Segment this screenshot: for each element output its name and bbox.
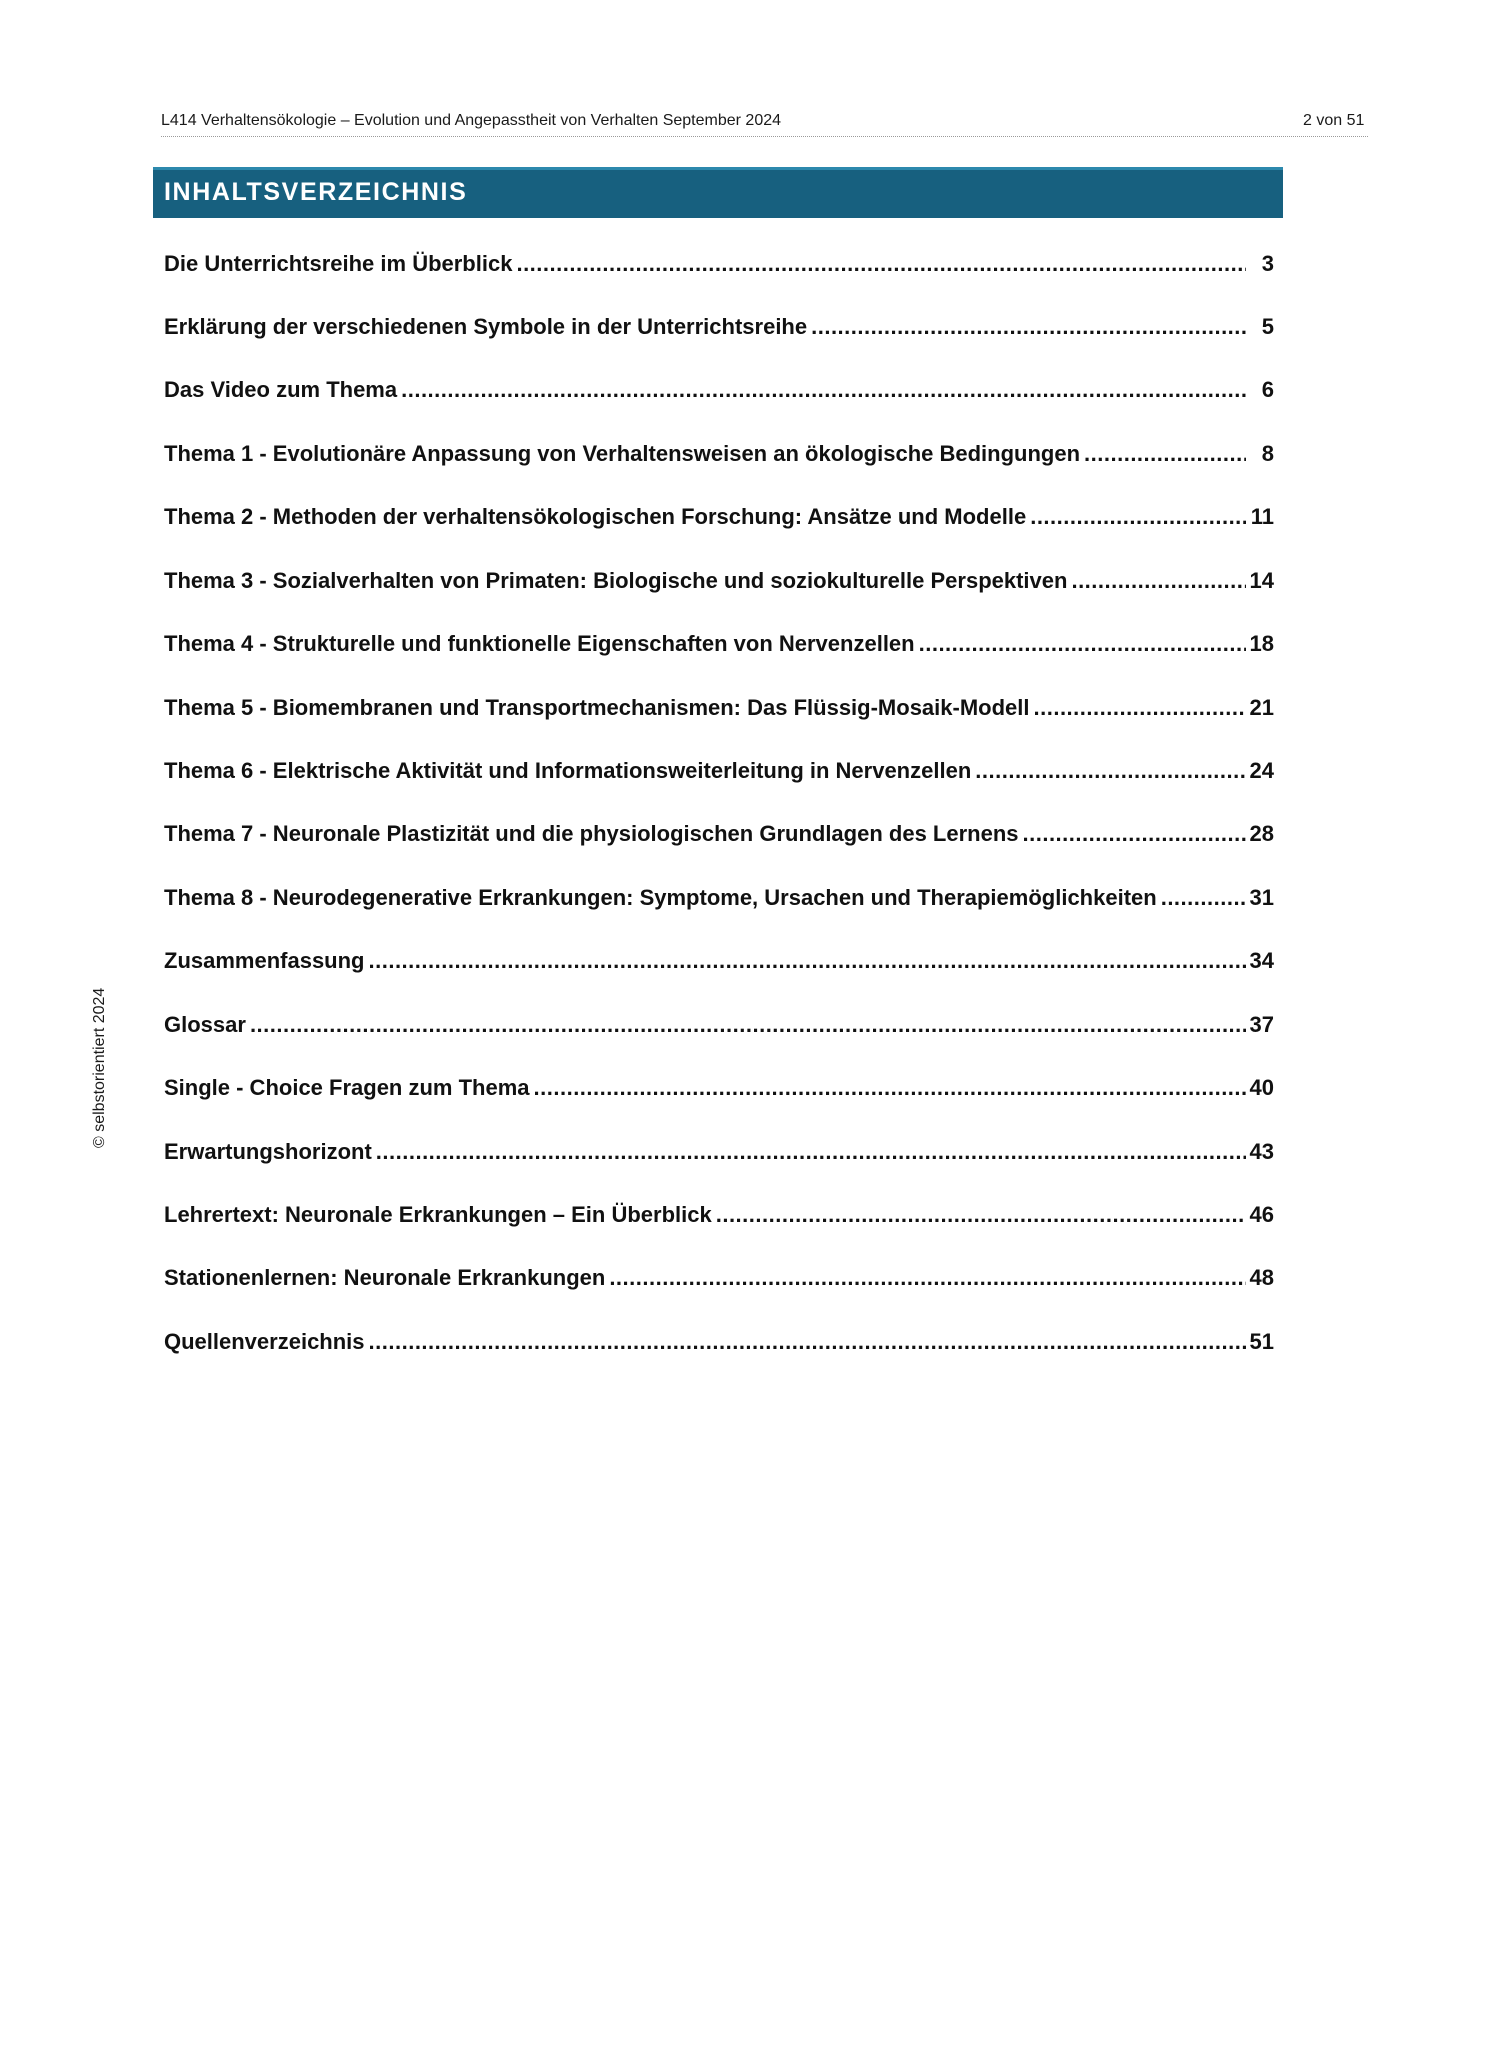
toc-dot-leader — [250, 1007, 1246, 1043]
toc-dot-leader — [369, 943, 1247, 979]
toc-entry-page: 14 — [1249, 568, 1274, 593]
toc-entry-page: 3 — [1261, 251, 1274, 276]
toc-entry[interactable] — [164, 816, 1274, 852]
toc-entry[interactable] — [164, 690, 1274, 726]
toc-dot-leader — [609, 1260, 1246, 1296]
toc-entry-title: Single - Choice Fragen zum Thema — [164, 1075, 530, 1100]
toc-entry-title: Thema 7 - Neuronale Plastizität und die physiologischen Grundlagen des Lernens — [164, 821, 1019, 846]
toc-entry-page: 6 — [1261, 377, 1274, 402]
toc-entry[interactable] — [164, 1134, 1274, 1170]
toc-entry-title: Thema 4 - Strukturelle und funktionelle Eigenschaften von Nervenzellen — [164, 631, 915, 656]
toc-entry[interactable] — [164, 436, 1274, 472]
toc-entry-title: Thema 8 - Neurodegenerative Erkrankungen: Symptome, Ursachen und Therapiemöglichkeiten — [164, 885, 1157, 910]
toc-dot-leader — [369, 1324, 1246, 1360]
toc-entry-page: 21 — [1249, 695, 1274, 720]
toc-entry[interactable] — [164, 1007, 1274, 1043]
toc-entry-page: 11 — [1250, 504, 1274, 529]
toc-entry[interactable] — [164, 246, 1274, 282]
toc-entry[interactable] — [164, 880, 1274, 916]
toc-entry-title: Das Video zum Thema — [164, 377, 398, 402]
toc-dot-leader — [516, 246, 1246, 282]
toc-entry-page: 18 — [1249, 631, 1274, 656]
toc-entry-page: 43 — [1249, 1139, 1274, 1164]
toc-entry-title: Thema 3 - Sozialverhalten von Primaten: Biologische und soziokulturelle Perspektiven — [164, 568, 1068, 593]
toc-entry[interactable] — [164, 1260, 1274, 1296]
toc-entry-page: 51 — [1249, 1329, 1274, 1354]
toc-entry[interactable] — [164, 309, 1274, 345]
toc-entry-page: 28 — [1249, 821, 1274, 846]
toc-entry[interactable] — [164, 943, 1274, 979]
toc-entry-title: Thema 6 - Elektrische Aktivität und Informationsweiterleitung in Nervenzellen — [164, 758, 972, 783]
toc-entry-title: Lehrertext: Neuronale Erkrankungen – Ein Überblick — [164, 1202, 712, 1227]
toc-entry-title: Thema 1 - Evolutionäre Anpassung von Verhaltensweisen an ökologische Bedingungen — [164, 441, 1081, 466]
toc-dot-leader — [1034, 690, 1247, 726]
toc-dot-leader — [401, 372, 1246, 408]
toc-dot-leader — [919, 626, 1246, 662]
page-number: 2 von 51 — [1303, 112, 1365, 129]
toc-dot-leader — [534, 1070, 1246, 1106]
toc-dot-leader — [975, 753, 1246, 789]
toc-dot-leader — [811, 309, 1246, 345]
toc-entry-title: Quellenverzeichnis — [164, 1329, 365, 1354]
toc-heading: INHALTSVERZEICHNIS — [153, 167, 1283, 218]
toc-entry[interactable] — [164, 499, 1274, 535]
toc-entry-page: 8 — [1261, 441, 1274, 466]
toc-entry[interactable] — [164, 626, 1274, 662]
toc-entry[interactable] — [164, 1197, 1274, 1233]
toc-entry-page: 48 — [1249, 1265, 1274, 1290]
toc-entry-title: Erwartungshorizont — [164, 1139, 372, 1164]
toc-entry-page: 34 — [1249, 948, 1274, 973]
toc-entry-page: 24 — [1249, 758, 1274, 783]
toc-entry-title: Stationenlernen: Neuronale Erkrankungen — [164, 1265, 606, 1290]
toc-dot-leader — [1084, 436, 1246, 472]
toc-dot-leader — [1071, 563, 1246, 599]
toc-entry-title: Thema 5 - Biomembranen und Transportmechanismen: Das Flüssig-Mosaik-Modell — [164, 695, 1030, 720]
toc-entry[interactable] — [164, 372, 1274, 408]
toc-dot-leader — [1030, 499, 1246, 535]
toc-entry-title: Die Unterrichtsreihe im Überblick — [164, 251, 513, 276]
toc-entry-page: 46 — [1249, 1202, 1274, 1227]
toc-dot-leader — [1023, 816, 1247, 852]
page-header — [161, 108, 1368, 137]
toc-entry-title: Thema 2 - Methoden der verhaltensökologischen Forschung: Ansätze und Modelle — [164, 504, 1027, 529]
toc-entry-page: 5 — [1261, 314, 1274, 339]
toc-entry-page: 31 — [1249, 885, 1274, 910]
toc-entry-title: Zusammenfassung — [164, 948, 365, 973]
toc-entry-page: 37 — [1249, 1012, 1274, 1037]
toc-entry[interactable] — [164, 563, 1274, 599]
toc-entry-page: 40 — [1249, 1075, 1274, 1100]
copyright-notice: © selbstorientiert 2024 — [91, 987, 108, 1148]
document-title: L414 Verhaltensökologie – Evolution und Angepasstheit von Verhalten September 2024 — [161, 112, 782, 129]
toc-entry[interactable] — [164, 1070, 1274, 1106]
toc-entry-title: Erklärung der verschiedenen Symbole in der Unterrichtsreihe — [164, 314, 808, 339]
toc-entry-title: Glossar — [164, 1012, 246, 1037]
toc-dot-leader — [716, 1197, 1246, 1233]
toc-entry[interactable] — [164, 753, 1274, 789]
toc-entry[interactable] — [164, 1324, 1274, 1360]
toc-dot-leader — [376, 1134, 1246, 1170]
toc-dot-leader — [1161, 880, 1246, 916]
